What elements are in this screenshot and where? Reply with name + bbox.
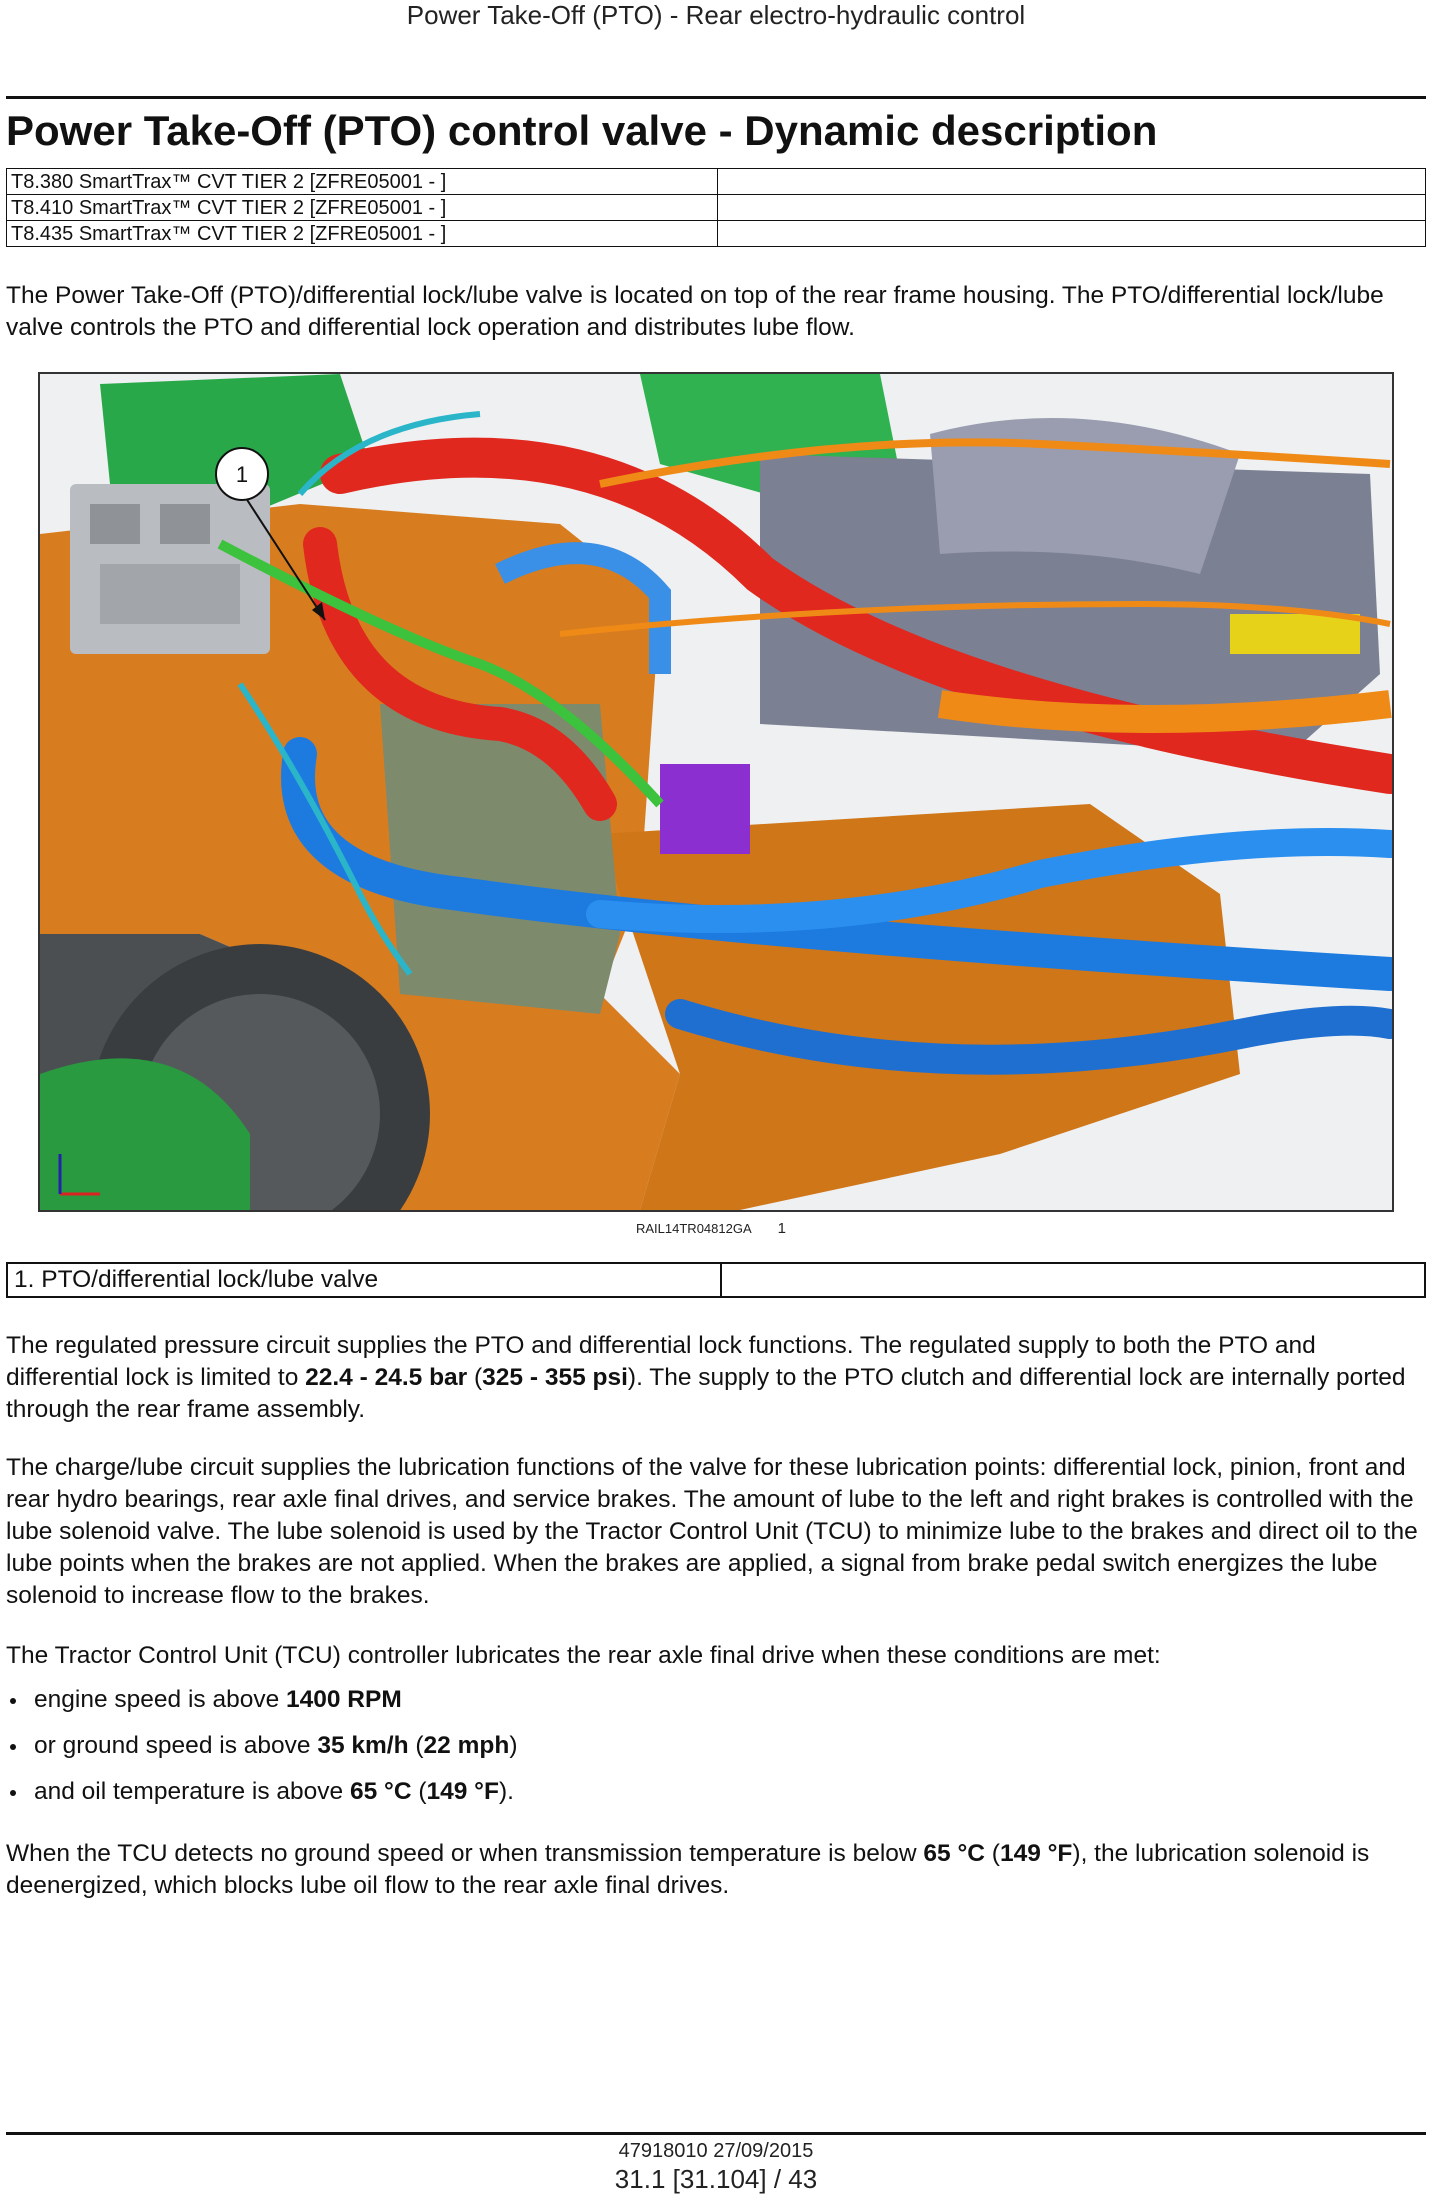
- empty-cell: [718, 169, 1426, 195]
- charge-lube-paragraph: The charge/lube circuit supplies the lubrication functions of the valve for these lubrication points: differential lock, pinion, front and rear hydro bearings, rear axle final drives, and service brakes. The amount of lube to the left and right brakes is controlled with the lube solenoid valve. The lube solenoid is used by the Tractor Control Unit (TCU) to minimize lube to the brakes and direct oil to the lube points when the brakes are not applied. When the brakes are applied, a signal from brake pedal switch energizes the lube solenoid to increase flow to the brakes.: [6, 1454, 1418, 1609]
- document-id: 47918010 27/09/2015: [618, 2140, 814, 2162]
- valve-block-detail: [90, 504, 140, 544]
- table-row: [7, 169, 1426, 195]
- footer-rule: [6, 2132, 1426, 2135]
- conditions-intro: The Tractor Control Unit (TCU) controller lubricates the rear axle final drive when these conditions are met:: [6, 1642, 1161, 1669]
- table-row: [7, 195, 1426, 221]
- callout-number: 1: [235, 462, 249, 487]
- purple-block-shape: [660, 764, 750, 854]
- table-row: [7, 1263, 1425, 1297]
- yellow-label-shape: [1230, 614, 1360, 654]
- intro-paragraph: The Power Take-Off (PTO)/differential lock/lube valve is located on top of the rear frame housing. The PTO/differential lock/lube valve controls the PTO and differential lock operation and distributes lube flow.: [6, 282, 1384, 341]
- empty-cell: [718, 221, 1426, 247]
- table-row: [7, 221, 1426, 247]
- figure-caption: [636, 1220, 786, 1237]
- hydraulic-illustration: [38, 372, 1394, 1212]
- regulated-pressure-paragraph: The regulated pressure circuit supplies the PTO and differential lock functions. The regulated supply to both the PTO and differential lock is limited to 22.4 - 24.5 bar (325 - 355 psi). The supply to the PTO clutch and differential lock are internally ported through the rear frame assembly.: [6, 1332, 1406, 1423]
- empty-cell: [721, 1263, 1425, 1297]
- image-code: RAIL14TR04812GA: [636, 1221, 752, 1236]
- page-reference: 31.1 [31.104] / 43: [614, 2164, 818, 2194]
- header-rule: [6, 96, 1426, 99]
- valve-block-detail: [100, 564, 240, 624]
- closing-paragraph: When the TCU detects no ground speed or when transmission temperature is below 65 °C (149 °F), the lubrication solenoid is deenergized, which blocks lube oil flow to the rear axle final drives.: [6, 1840, 1370, 1899]
- olive-bracket-shape: [380, 704, 620, 1014]
- running-header: Power Take-Off (PTO) - Rear electro-hydraulic control: [406, 0, 1026, 30]
- empty-cell: [718, 195, 1426, 221]
- list-item: engine speed is above 1400 RPM: [6, 1684, 1426, 1730]
- figure-legend-table: [6, 1262, 1426, 1298]
- pressure-bar-value: 22.4 - 24.5 bar: [305, 1364, 468, 1391]
- model-applicability-table: [6, 168, 1426, 247]
- model-cell: T8.410 SmartTrax™ CVT TIER 2 [ZFRE05001 - ]: [7, 195, 718, 221]
- pressure-psi-value: 325 - 355 psi: [482, 1364, 628, 1391]
- list-item: or ground speed is above 35 km/h (22 mph): [6, 1730, 1426, 1776]
- list-item: and oil temperature is above 65 °C (149 °F).: [6, 1776, 1426, 1822]
- model-cell: T8.380 SmartTrax™ CVT TIER 2 [ZFRE05001 - ]: [7, 169, 718, 195]
- orange-line-shape: [940, 704, 1390, 719]
- valve-block-detail: [160, 504, 210, 544]
- legend-item: 1. PTO/differential lock/lube valve: [7, 1263, 721, 1297]
- figure-number: 1: [777, 1220, 786, 1237]
- conditions-list: [6, 1684, 1426, 1822]
- section-title: Power Take-Off (PTO) control valve - Dynamic description: [6, 107, 1158, 154]
- model-cell: T8.435 SmartTrax™ CVT TIER 2 [ZFRE05001 - ]: [7, 221, 718, 247]
